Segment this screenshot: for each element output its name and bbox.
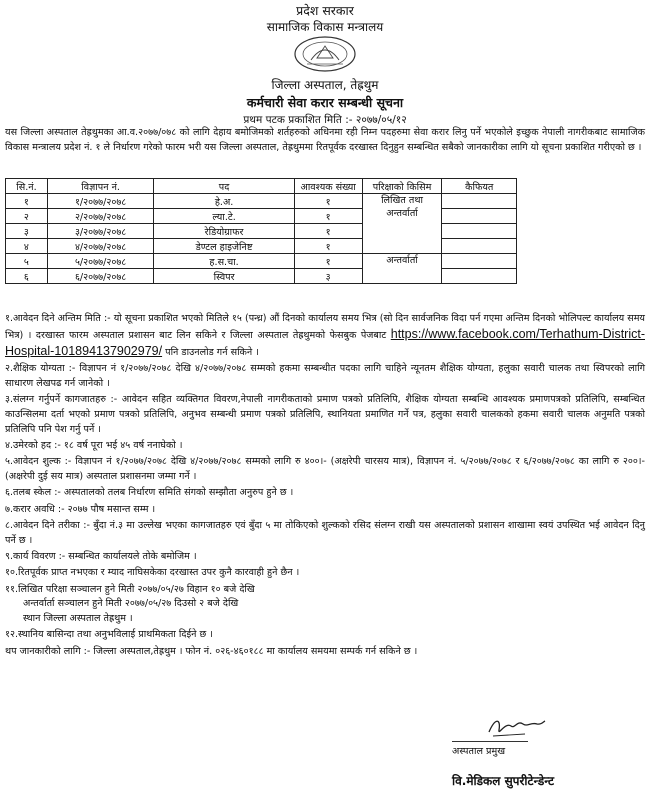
cell-remarks	[442, 269, 517, 284]
cell-sn: १	[6, 194, 48, 209]
clause-priority: १२.स्थानिय बासिन्दा तथा अनुभविलाई प्राथमिकता दिईने छ ।	[5, 629, 213, 641]
facebook-page-link[interactable]: https://www.facebook.com/Terhathum-District-Hospital-101894137902979/	[5, 326, 645, 358]
cell-remarks	[442, 239, 517, 254]
cell-ad-no: ६/२०७७/२०७८	[47, 269, 154, 284]
cell-remarks	[442, 209, 517, 224]
signatory-role: अस्पताल प्रमुख	[452, 746, 506, 757]
cell-ad-no: १/२०७७/२०७८	[47, 194, 154, 209]
clause-application-method: ८.आवेदन दिने तरीका :- बुँदा नं.३ मा उल्लेख भएका कागजातहरु एवं बुँदा ५ मा तोकिएको शुल्कको रसिद संलग्न राखी यस अस्पतालको प्रशासन शाखामा स्वयं उपस्थित भई आवेदन दिनु पर्ने छ ।	[5, 519, 645, 546]
cell-ad-no: २/२०७७/२०७८	[47, 209, 154, 224]
table-row	[6, 194, 517, 209]
cell-remarks	[442, 194, 517, 209]
clause-qualification: २.शैक्षिक योग्यता :- विज्ञापन नं १/२०७७/२०७८ देखि ४/२०७७/२०७८ सम्मको हकमा सम्बन्धीत पदका लागि चाहिने न्यूनतम शैक्षिक योग्यता, हलुका सवारी चालक तथा स्विपरको लागि साधारण लेखपढ गर्न जानेको ।	[5, 362, 645, 389]
signature-line	[452, 741, 528, 742]
cell-post: डेण्टल हाइजेनिष्ट	[154, 239, 294, 254]
notice-body	[5, 312, 645, 661]
handwritten-signature-icon	[485, 712, 549, 740]
clause-job-description: ९.कार्य विवरण :- सम्बन्धित कार्यालयले तोके बमोजिम ।	[5, 550, 197, 562]
clause-deadline	[5, 312, 645, 360]
col-header-count: आवश्यक संख्या	[294, 179, 362, 194]
clause-exam-schedule	[5, 583, 645, 627]
cell-post: स्विपर	[154, 269, 294, 284]
cell-post: ह.स.चा.	[154, 254, 294, 269]
published-date: प्रथम पटक प्रकाशित मिति :- २०७७/०५/१२	[243, 114, 407, 126]
intro-paragraph: यस जिल्ला अस्पताल तेह्रथुमका आ.व.२०७७/०७८ को लागि देहाय बमोजिमको शर्तहरुको अधिनमा रही निम्न पदहरुमा सेवा करार लिनु पर्ने भएकोले इच्छुक नेपाली नागरीकबाट सामाजिक विकास मन्त्रालय प्रदेश नं. १ ले निर्धारण गरेको फारम भरी यस जिल्ला अस्पताल, तेह्रथुममा रितपूर्वक दरखास्त दिनुहुन सम्बन्धित सबैको जानकारीका लागि यो सूचना प्रकाशित गरीएको छ ।	[5, 127, 645, 153]
cell-exam-written: लिखित तथा अन्तर्वार्ता	[362, 194, 442, 254]
nepal-emblem-seal-icon	[287, 34, 363, 74]
col-header-exam-type: परिक्षाको किसिम	[362, 179, 442, 194]
clause-documents: ३.संलग्न गर्नुपर्ने कागजातहरु :- आवेदन सहित व्यक्तिगत विवरण,नेपाली नागरीकताको प्रमाण पत्रको प्रतिलिपि, शैक्षिक योग्यता सम्बन्धि आवश्यक प्रमाणपत्रको प्रतिलिपि, सम्बन्धित काउन्सिलमा दर्ता भएको प्रमाण पत्रको प्रतिलिपि, अनुभव सम्बन्धी प्रमाण पत्रको प्रतिलिपि, स्थानियता प्रमाणित गर्ने पत्र, हलुका सवारी चालकको हकमा सवारी चालक अनुमति पत्रको प्रतिलिपि पनि पेश गर्नु पर्ने ।	[5, 393, 645, 435]
cell-count: ३	[294, 269, 362, 284]
exam-interview-date: अन्तर्वार्ता सञ्चालन हुने मिती २०७७/०५/२७ दिउसो २ बजे देखि	[23, 598, 239, 610]
col-header-sn: सि.नं.	[6, 179, 48, 194]
cell-remarks	[442, 224, 517, 239]
clause-invalid-applications: १०.रितपूर्वक प्राप्त नभएका र म्याद नाघिसकेका दरखास्त उपर कुनै कारवाही हुने छैन ।	[5, 567, 300, 579]
cell-post: ल्या.टे.	[154, 209, 294, 224]
cell-remarks	[442, 254, 517, 269]
cell-count: १	[294, 254, 362, 269]
cell-sn: ३	[6, 224, 48, 239]
cell-ad-no: ४/२०७७/२०७८	[47, 239, 154, 254]
cell-exam-interview: अन्तर्वार्ता	[362, 254, 442, 284]
table-row	[6, 254, 517, 269]
signatory-name: वि.मेडिकल सुपरीटेन्डेन्ट	[452, 774, 555, 788]
contact-info: थप जानकारीको लागि :- जिल्ला अस्पताल,तेह्रथुम । फोन नं. ०२६-४६०१८८ मा कार्यालय समयमा सम्पर्क गर्न सकिने छ ।	[5, 645, 418, 657]
table-header-row	[6, 179, 517, 194]
cell-post: रेडियोग्राफर	[154, 224, 294, 239]
cell-ad-no: ३/२०७७/२०७८	[47, 224, 154, 239]
cell-sn: २	[6, 209, 48, 224]
header-province: प्रदेश सरकार	[296, 3, 354, 18]
cell-sn: ६	[6, 269, 48, 284]
cell-count: १	[294, 194, 362, 209]
col-header-remarks: कैफियत	[442, 179, 517, 194]
clause-fee: ५.आवेदन शुल्क :- विज्ञापन नं १/२०७७/२०७८ देखि ४/२०७७/२०७८ सम्मको लागि रु ४००।- (अक्षरेपी चारसय मात्र), विज्ञापन नं. ५/२०७७/२०७८ र ६/२०७७/२०७८ का लागि रु २००।- (अक्षरेपी दुई सय मात्र) अस्पताल प्रशासनमा जम्मा गर्ने ।	[5, 456, 645, 482]
cell-count: १	[294, 209, 362, 224]
cell-ad-no: ५/२०७७/२०७८	[47, 254, 154, 269]
cell-count: १	[294, 224, 362, 239]
clause-salary: ६.तलब स्केल :- अस्पतालको तलब निर्धारण समिति संगको सम्झौता अनुरुप हुने छ ।	[5, 487, 294, 499]
clause-age-limit: ४.उमेरको हद :- १८ वर्ष पूरा भई ४५ वर्ष ननाघेको ।	[5, 439, 183, 451]
exam-venue: स्थान जिल्ला अस्पताल तेह्रथुम ।	[23, 613, 133, 625]
clause-contract-period: ७.करार अवधि :- २०७७ पौष मसान्त सम्म ।	[5, 503, 156, 515]
header-office: जिल्ला अस्पताल, तेह्रथुम	[271, 78, 379, 92]
col-header-ad-no: विज्ञापन नं.	[47, 179, 154, 194]
header-ministry: सामाजिक विकास मन्त्रालय	[266, 20, 384, 34]
col-header-post: पद	[154, 179, 294, 194]
cell-sn: ५	[6, 254, 48, 269]
vacancy-table	[5, 178, 517, 284]
exam-written-date: ११.लिखित परिक्षा सञ्चालन हुने मिती २०७७/०५/२७ विहान १० बजे देखि	[5, 583, 255, 595]
cell-count: १	[294, 239, 362, 254]
clause-deadline-text: १.आवेदन दिने अन्तिम मिति :- यो सूचना प्रकाशित भएको मितिले १५ (पन्ध्र) औं दिनको कार्यालय समय भित्र (सो दिन सार्वजनिक विदा पर्न गएमा अन्तिम दिनको भोलिपल्ट कार्यालय समय भित्र) । दरखास्त फारम अस्पताल प्रशासन बाट लिन सकिने र जिल्ला अस्पताल तेह्रथुमको फेसबुक पेजबाट	[5, 313, 645, 341]
cell-post: हे.अ.	[154, 194, 294, 209]
cell-sn: ४	[6, 239, 48, 254]
notice-title: कर्मचारी सेवा करार सम्बन्धी सूचना	[246, 95, 404, 110]
clause-deadline-tail: पनि डाउनलोड गर्न सकिने ।	[162, 346, 259, 358]
